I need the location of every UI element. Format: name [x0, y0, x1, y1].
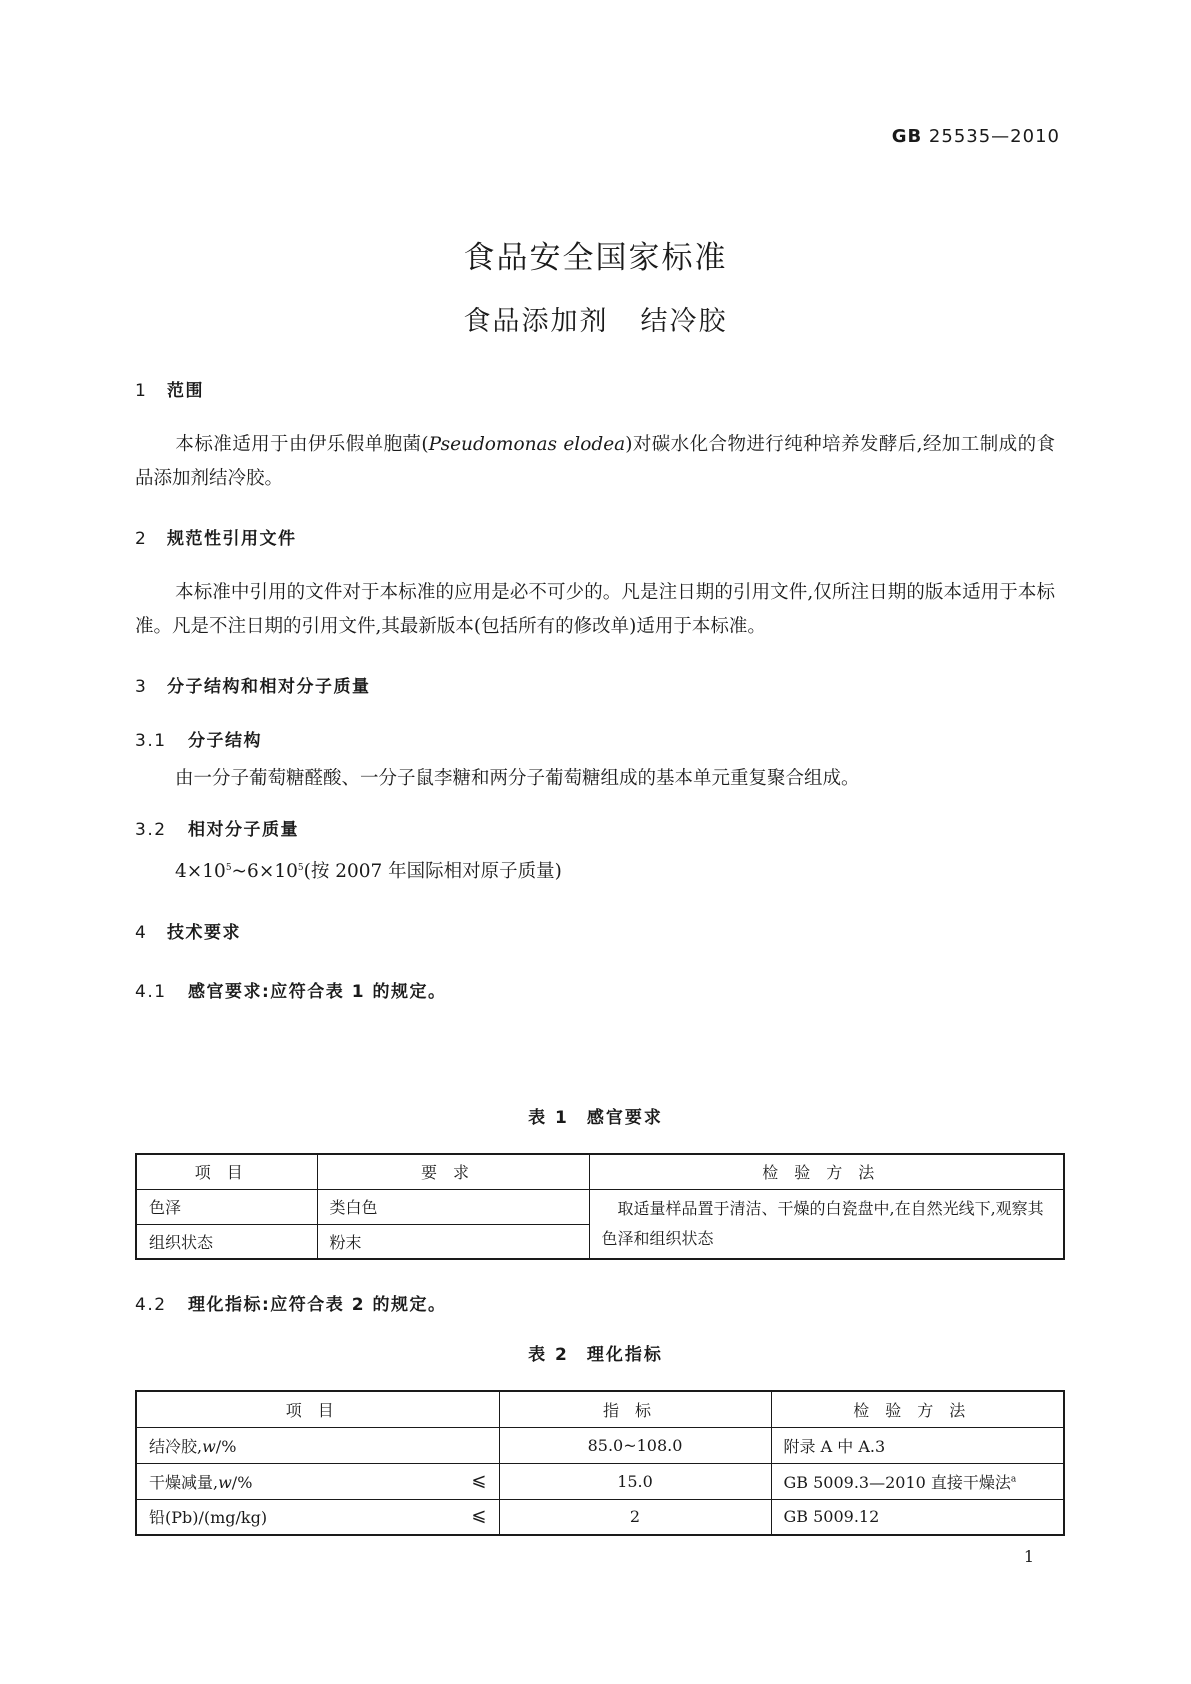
section-number: 2	[135, 529, 148, 549]
document-subtitle	[0, 299, 1191, 338]
table-header: 要求	[317, 1154, 589, 1189]
table-header: 项目	[136, 1391, 499, 1427]
table-header-row	[136, 1391, 1064, 1427]
section-1-heading	[135, 376, 204, 401]
section-title: 技术要求	[167, 923, 241, 943]
table-cell-method: GB 5009.3—2010 直接干燥法$^a$	[771, 1463, 1064, 1499]
section-3-1-heading	[135, 726, 262, 751]
table-cell-value: 85.0~108.0	[499, 1427, 771, 1463]
section-title: 规范性引用文件	[167, 529, 297, 549]
section-number: 4.2	[135, 1295, 167, 1315]
less-equal-symbol: ⩽	[471, 1469, 487, 1491]
table-cell-item: 结冷胶,w/%	[136, 1427, 499, 1463]
section-3-2-heading	[135, 815, 299, 840]
footnote-marker: a	[1010, 1474, 1017, 1485]
table-cell-item: 铅(Pb)/(mg/kg) ⩽	[136, 1499, 499, 1535]
section-title: 分子结构和相对分子质量	[167, 677, 371, 697]
section-3-heading	[135, 672, 371, 697]
species-name: Pseudomonas elodea	[428, 434, 626, 455]
section-number: 4.1	[135, 982, 167, 1002]
section-number: 3	[135, 677, 148, 697]
table-cell-requirement: 类白色	[317, 1189, 589, 1224]
section-number: 1	[135, 381, 148, 401]
table-cell-item: 色泽	[136, 1189, 317, 1224]
table-cell-value: 15.0	[499, 1463, 771, 1499]
standard-number	[892, 126, 1060, 147]
table-row	[136, 1189, 1064, 1224]
section-title: 分子结构	[188, 731, 262, 751]
section-4-heading	[135, 918, 241, 943]
section-3-1-text: 由一分子葡萄糖醛酸、一分子鼠李糖和两分子葡萄糖组成的基本单元重复聚合组成。	[175, 768, 860, 789]
section-title: 理化指标:应符合表 2 的规定。	[188, 1295, 447, 1315]
table-cell-method: 附录 A 中 A.3	[771, 1427, 1064, 1463]
less-equal-symbol: ⩽	[471, 1505, 487, 1527]
table-cell-requirement: 粉末	[317, 1224, 589, 1259]
subtitle-category: 食品添加剂	[463, 306, 609, 337]
subtitle-product: 结冷胶	[640, 306, 728, 337]
section-3-2-text: $4\times 10^5\sim 6\times 10^5$(按 2007 年国际相对原子质量)	[175, 861, 562, 883]
section-number: 4	[135, 923, 148, 943]
table-cell-method: 取适量样品置于清洁、干燥的白瓷盘中,在自然光线下,观察其色泽和组织状态	[589, 1189, 1064, 1259]
table-2-physicochemical	[135, 1390, 1065, 1536]
page-number: 1	[1023, 1547, 1034, 1566]
table-2-caption: 表 2 理化指标	[528, 1345, 663, 1365]
table-row	[136, 1463, 1064, 1499]
section-2-heading	[135, 524, 297, 549]
standard-code: 25535—2010	[928, 126, 1060, 147]
table-row	[136, 1499, 1064, 1535]
table-cell-method: GB 5009.12	[771, 1499, 1064, 1535]
table-1-sensory	[135, 1153, 1065, 1260]
table-header: 指标	[499, 1391, 771, 1427]
standard-prefix: GB	[891, 126, 923, 147]
section-title: 感官要求:应符合表 1 的规定。	[188, 982, 447, 1002]
table-row	[136, 1427, 1064, 1463]
table-header: 检验方法	[771, 1391, 1064, 1427]
section-4-1-heading	[135, 977, 446, 1002]
section-number: 3.2	[135, 820, 167, 840]
table-header-row	[136, 1154, 1064, 1189]
section-1-text: 本标准适用于由伊乐假单胞菌(Pseudomonas elodea)对碳水化合物进行纯种培养发酵后,经加工制成的食品添加剂结冷胶。	[135, 434, 1056, 489]
table-header: 项目	[136, 1154, 317, 1189]
table-1-caption: 表 1 感官要求	[528, 1108, 663, 1128]
section-4-2-heading	[135, 1290, 446, 1315]
table-header: 检验方法	[589, 1154, 1064, 1189]
table-cell-value: 2	[499, 1499, 771, 1535]
section-title: 相对分子质量	[188, 820, 299, 840]
section-2-text: 本标准中引用的文件对于本标准的应用是必不可少的。凡是注日期的引用文件,仅所注日期的版本适用于本标准。凡是不注日期的引用文件,其最新版本(包括所有的修改单)适用于本标准。	[135, 582, 1055, 637]
section-title: 范围	[167, 381, 204, 401]
section-number: 3.1	[135, 731, 167, 751]
table-cell-item: 干燥减量,w/% ⩽	[136, 1463, 499, 1499]
document-title: 食品安全国家标准	[463, 240, 728, 276]
table-cell-item: 组织状态	[136, 1224, 317, 1259]
